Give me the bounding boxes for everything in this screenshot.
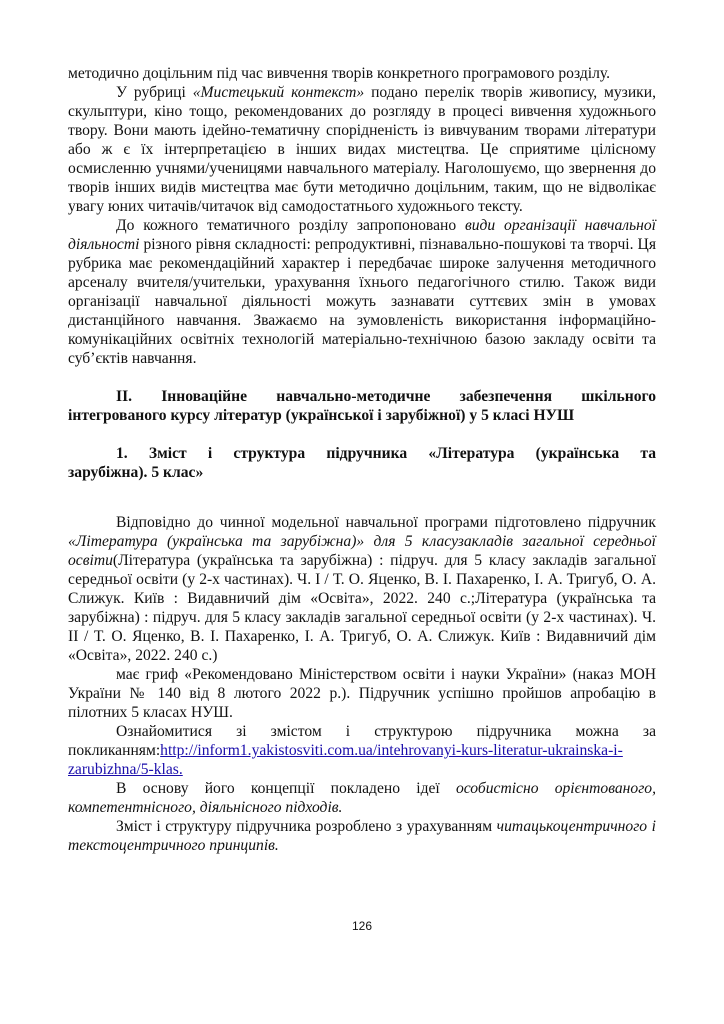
emphasis-approaches: особистісно орієнтованого, компетентнісного, діяльнісного підходів. — [68, 780, 656, 816]
text-run: подано перелік творів живопису, музики, скульптури, кіно тощо, рекомендованих до розгляду в процесі вивчення художнього твору. Вони мають ідейно-тематичну спорідненість із вивчуваним творами літератури або ж є їх інтерпретацією в інших видах мистецтва. Це сприятиме цілісному осмисленню учнями/ученицями навчального матеріалу. Наголошуємо, що звернення до творів інших видів мистецтва має бути методично доцільним, таким, що не відволікає увагу юних читачів/читачок від самодостатнього художнього тексту. — [68, 84, 656, 215]
emphasis-textbook-title: «Література (українська та зарубіжна)» для 5 класузакладів загальної середньої освіти — [68, 533, 656, 569]
emphasis-principles: читацькоцентричного і текстоцентричного принципів. — [68, 818, 656, 854]
text-run: (Література (українська та зарубіжна) : підруч. для 5 класу закладів загальної середньої освіти (у 2-х частинах). Ч. І / Т. О. Яценко, В. І. Пахаренко, І. А. Тригуб, О. А. Слижук. Київ : Видавничий дім «Освіта», 2022. 240 с.;Література (українська та зарубіжна) : підруч. для 5 класу закладів загальної середньої освіти (у 2-х частинах). Ч. ІІ / Т. О. Яценко, В. І. Пахаренко, І. А. Тригуб, О. А. Слижук. Київ : Видавничий дім «Освіта», 2022. 240 с.) — [68, 552, 656, 664]
heading-line: зарубіжна). 5 клас» — [68, 464, 204, 481]
heading-line: 1. Зміст і структура підручника «Література (українська та — [116, 445, 656, 462]
paragraph-textbook-citation — [68, 513, 656, 665]
paragraph-concept — [68, 779, 656, 817]
document-page — [68, 64, 656, 855]
section-heading-2 — [68, 387, 656, 425]
heading-line: ІІ. Інноваційне навчально-методичне забезпечення шкільного — [116, 388, 656, 405]
page-number: 126 — [351, 919, 373, 933]
text-run: Ознайомитися зі змістом і структурою підручника можна за покликанням: — [68, 723, 656, 759]
text-run: різного рівня складності: репродуктивні, пізнавально-пошукові та творчі. Ця рубрика має рекомендаційний характер і передбачає широке залучення методичного арсеналу вчителя/учительки, урахування їхнього педагогічного стилю. Також види організації навчальної діяльності можуть зазнавати суттєвих змін в умовах дистанційного навчання. Зважаємо на зумовленість використання інформаційно-комунікаційних освітніх технологій матеріально-технічною базою закладу освіти та суб’єктів навчання. — [68, 236, 656, 367]
paragraph-link — [68, 722, 656, 779]
text-run: В основу його концепції покладено ідеї — [116, 780, 456, 797]
heading-line: інтегрованого курсу літератур (української і зарубіжної) у 5 класі НУШ — [68, 407, 575, 424]
text-run: У рубриці — [116, 84, 193, 101]
paragraph-continuation: методично доцільним під час вивчення творів конкретного програмового розділу. — [68, 65, 611, 82]
subsection-heading-1 — [68, 444, 656, 482]
paragraph-principles — [68, 817, 656, 855]
text-run: Зміст і структуру підручника розроблено з урахуванням — [116, 818, 497, 835]
textbook-link[interactable]: http://inform1.yakistosviti.com.ua/intehrovanyi-kurs-literatur-ukrainska-i-zarubizhna/5-klas. — [68, 742, 623, 778]
paragraph-learning-activities — [68, 216, 656, 368]
text-run: Відповідно до чинної модельної навчальної програми підготовлено підручник — [116, 514, 656, 531]
paragraph-art-context — [68, 83, 656, 216]
emphasis-activity-types: види організації навчальної діяльності — [68, 217, 657, 253]
emphasis-rubric-name: «Мистецький контекст» — [192, 84, 365, 101]
paragraph-ministry-approval: має гриф «Рекомендовано Міністерством освіти і науки України» (наказ МОН України № 140 від 8 лютого 2022 р.). Підручник успішно пройшов апробацію в пілотних 5 класах НУШ. — [68, 666, 656, 721]
text-run: До кожного тематичного розділу запропоновано — [116, 217, 465, 234]
